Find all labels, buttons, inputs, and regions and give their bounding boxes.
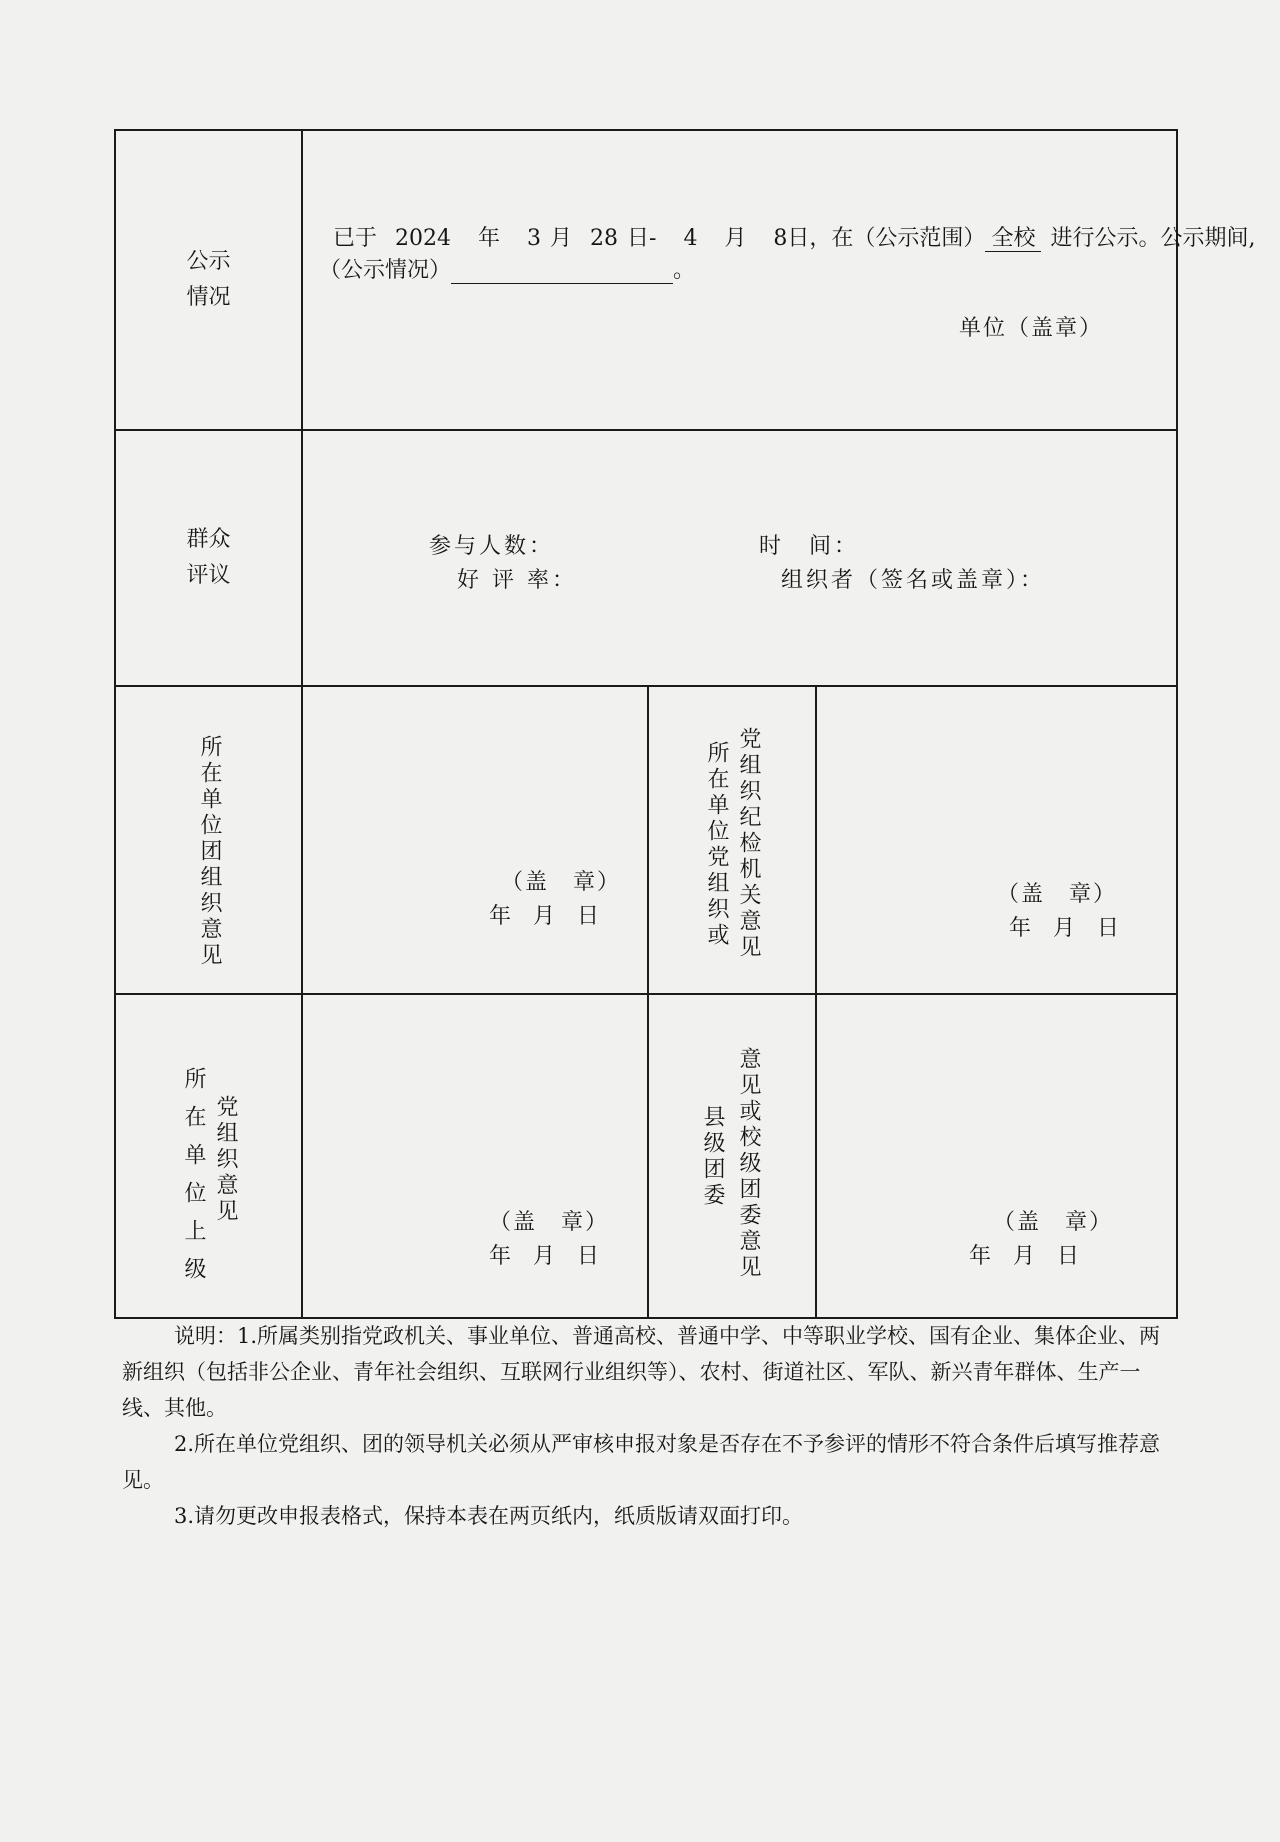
youth-org-seal: （盖 章） (501, 870, 622, 895)
superior-party-seal: （盖 章） (489, 1210, 610, 1235)
party-org-seal: （盖 章） (997, 882, 1118, 907)
public-review-label-line2: 评议 (186, 563, 231, 588)
superior-party-opinion-label-cell (115, 994, 302, 1318)
organizer-label: 组织者（签名或盖章）： (781, 568, 1046, 593)
county-league-seal: （盖 章） (993, 1210, 1114, 1235)
note-2: 2.所在单位党组织、团的领导机关必须从严审核申报对象是否存在不予参评的情形不符合条件后填写推荐意见。 (122, 1432, 1161, 1492)
notice-scope-field: 全校 (985, 227, 1041, 252)
party-org-opinion-cell (816, 686, 1177, 994)
approval-rate-label: 好 评 率： (457, 568, 577, 593)
notice-end-month: 4 (683, 226, 698, 251)
county-league-opinion-label-cell (648, 994, 816, 1318)
youth-org-opinion-label-cell (115, 686, 302, 994)
party-org-opinion-label-col1: 所在单位党组织或 (704, 741, 729, 949)
youth-org-opinion-label: 所在单位团组织意见 (197, 735, 222, 969)
superior-party-date: 年 月 日 (489, 1244, 600, 1269)
public-notice-content (302, 130, 1256, 430)
party-org-opinion-label-cell (648, 686, 816, 994)
county-league-date: 年 月 日 (969, 1244, 1080, 1269)
public-notice-situation: （公示情况） 。 (319, 258, 696, 283)
superior-party-opinion-label-col1: 所在单位上级 (181, 1067, 206, 1295)
public-review-label (115, 430, 302, 686)
public-review-label-line1: 群众 (186, 527, 231, 552)
public-notice-label (115, 130, 302, 430)
county-league-opinion-cell (816, 994, 1177, 1318)
county-league-opinion-label-col2: 意见或校级团委意见 (736, 1047, 761, 1281)
form-notes (122, 1318, 1176, 1534)
party-org-date: 年 月 日 (1009, 916, 1120, 941)
notice-end-day: 8 (773, 226, 788, 251)
public-notice-label-line2: 情况 (186, 285, 231, 310)
public-review-row (115, 430, 1177, 686)
county-league-opinion-label-col1: 县级团委 (700, 1105, 725, 1209)
superior-party-opinion-label-col2: 党组织意见 (213, 1095, 238, 1225)
note-1: 说明：1.所属类别指党政机关、事业单位、普通高校、普通中学、中等职业学校、国有企业、集体企业、两新组织（包括非公企业、青年社会组织、互联网行业组织等）、农村、街道社区、军队、新兴青年群体、生产一线、其他。 (122, 1324, 1161, 1420)
public-notice-sentence: 已于 2024 年 3 月 28 日- 4 月 8日，在（公示范围） 全校 进行公示。公示期间, (333, 226, 1256, 251)
party-org-opinion-label-col2: 党组织纪检机关意见 (736, 727, 761, 961)
notice-start-day: 28 (590, 226, 619, 251)
participants-label: 参与人数： (429, 534, 555, 559)
youth-org-date: 年 月 日 (489, 904, 600, 929)
public-review-content (302, 430, 1177, 686)
time-label: 时 间： (759, 534, 860, 559)
superior-party-opinion-cell (302, 994, 648, 1318)
unit-opinions-row (115, 686, 1177, 994)
public-notice-label-line1: 公示 (186, 249, 231, 274)
recommendation-form-table (114, 129, 1256, 1319)
superior-opinions-row (115, 994, 1177, 1318)
note-3: 3.请勿更改申报表格式，保持本表在两页纸内，纸质版请双面打印。 (174, 1504, 804, 1528)
public-notice-row (115, 130, 1177, 430)
unit-seal-label: 单位（盖章） (959, 316, 1104, 341)
notice-year: 2024 (395, 226, 452, 251)
notice-start-month: 3 (527, 226, 541, 251)
notice-situation-blank (451, 261, 673, 284)
youth-org-opinion-cell (302, 686, 648, 994)
